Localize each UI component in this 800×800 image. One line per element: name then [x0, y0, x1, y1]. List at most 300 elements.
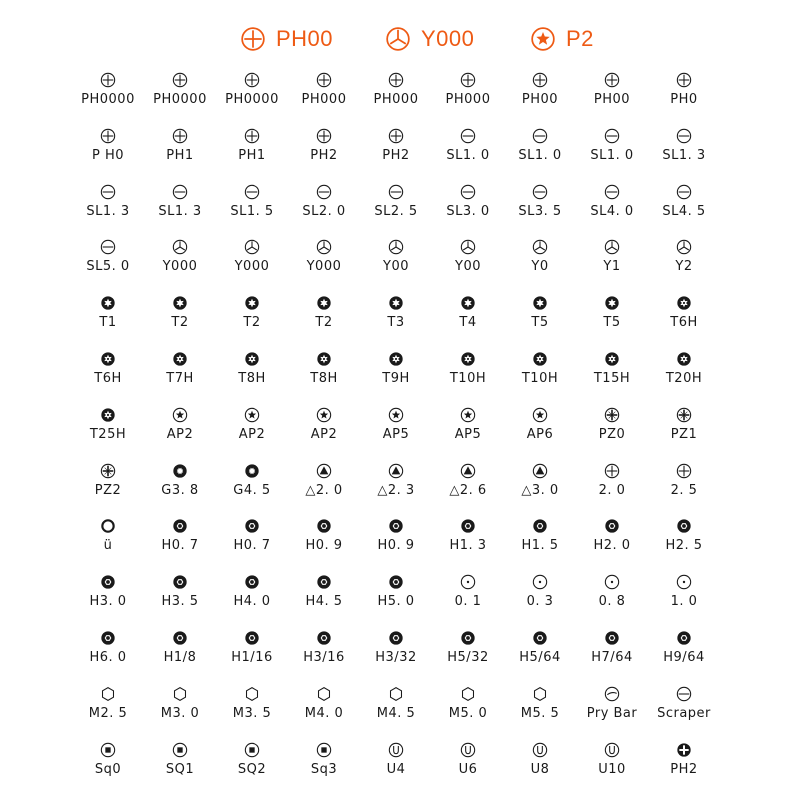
square-icon [244, 742, 260, 758]
hex-icon [244, 518, 260, 534]
bit-label: AP2 [310, 426, 338, 442]
bit-label: H0. 7 [233, 538, 271, 554]
bit-label: T2 [315, 315, 333, 331]
bit-cell [288, 126, 360, 182]
bit-cell [144, 349, 216, 405]
bit-cell [144, 740, 216, 796]
legend-item [385, 26, 474, 52]
bit-label: PH0000 [225, 92, 279, 107]
header-legend [0, 26, 800, 60]
slotted-icon [460, 184, 476, 200]
bit-cell [576, 461, 648, 517]
bit-label: H3. 5 [161, 594, 199, 610]
bit-cell [288, 516, 360, 572]
bit-cell [432, 516, 504, 572]
torx-icon [316, 295, 332, 311]
bit-cell [216, 684, 288, 740]
bit-cell [144, 684, 216, 740]
bit-cell [144, 405, 216, 461]
hex-icon [388, 574, 404, 590]
bit-cell [576, 293, 648, 349]
hex-icon [460, 630, 476, 646]
hex-icon [100, 630, 116, 646]
hex-icon [676, 630, 692, 646]
bit-label: Y2 [675, 259, 693, 275]
slotted-icon [604, 128, 620, 144]
bit-cell [648, 182, 720, 238]
bit-cell [360, 405, 432, 461]
u-icon [604, 742, 620, 758]
bit-label: G3. 8 [161, 482, 199, 498]
hex-outline-icon [244, 686, 260, 702]
bit-label: M2. 5 [88, 705, 128, 721]
bit-cell [288, 740, 360, 796]
bit-label: H0. 9 [305, 538, 343, 554]
torx-security-icon [244, 351, 260, 367]
bit-cell [504, 293, 576, 349]
hex-outline-icon [388, 686, 404, 702]
bit-label: SL1. 0 [446, 147, 490, 163]
bit-cell [216, 293, 288, 349]
bit-cell [648, 516, 720, 572]
bit-label: Sq3 [310, 761, 338, 777]
slotted-icon [532, 128, 548, 144]
slotted-icon [604, 184, 620, 200]
ring-icon [100, 518, 116, 534]
bit-cell [576, 349, 648, 405]
legend-item [240, 26, 333, 52]
bit-cell [504, 628, 576, 684]
bit-label: T2 [171, 315, 189, 331]
slotted-icon [100, 184, 116, 200]
hex-icon [244, 574, 260, 590]
gear-bit-icon [244, 463, 260, 479]
bit-label: H1/8 [163, 650, 197, 665]
bit-label: △2. 3 [377, 482, 415, 498]
torx-icon [604, 295, 620, 311]
bit-cell [360, 237, 432, 293]
hex-icon [172, 574, 188, 590]
bit-cell [72, 349, 144, 405]
bit-cell [216, 349, 288, 405]
bit-cell [432, 684, 504, 740]
bit-cell [576, 70, 648, 126]
bit-label: G4. 5 [233, 482, 271, 498]
bit-label: T6H [670, 315, 698, 331]
bit-cell [72, 628, 144, 684]
bit-label: 2. 5 [670, 482, 698, 498]
bit-label: T1 [99, 315, 117, 331]
bit-cell [72, 126, 144, 182]
legend-label: P2 [566, 26, 594, 51]
torx-security-icon [388, 351, 404, 367]
bit-cell [576, 237, 648, 293]
bit-cell [216, 628, 288, 684]
bit-label: SL5. 0 [86, 259, 130, 275]
bit-label: U6 [458, 761, 478, 777]
phillips-icon [316, 128, 332, 144]
bit-label: H3. 0 [89, 594, 127, 610]
hex-outline-icon [100, 686, 116, 702]
bit-cell [288, 349, 360, 405]
bit-label: AP5 [454, 426, 482, 442]
pentalobe-icon [316, 407, 332, 423]
bit-label: T8H [238, 371, 266, 386]
bit-label: U10 [598, 761, 626, 777]
bit-cell [72, 405, 144, 461]
hex-icon [100, 574, 116, 590]
pentalobe-icon [172, 407, 188, 423]
bit-cell [360, 740, 432, 796]
scraper-icon [676, 686, 692, 702]
bit-cell [216, 126, 288, 182]
bit-cell [288, 572, 360, 628]
bit-cell [648, 461, 720, 517]
bit-cell [216, 461, 288, 517]
bit-label: U4 [386, 761, 406, 777]
bit-label: PH0000 [81, 92, 135, 107]
pry-bar-icon [604, 686, 620, 702]
torx-security-icon [604, 351, 620, 367]
phillips-icon [460, 72, 476, 88]
bit-cell [432, 349, 504, 405]
square-icon [172, 742, 188, 758]
bit-cell [432, 70, 504, 126]
u-icon [532, 742, 548, 758]
u-icon [388, 742, 404, 758]
bit-cell [576, 182, 648, 238]
bit-cell [72, 740, 144, 796]
pentalobe-icon [532, 407, 548, 423]
bit-cell [576, 572, 648, 628]
bit-cell [144, 182, 216, 238]
pozidriv-icon [100, 463, 116, 479]
bit-cell [504, 516, 576, 572]
bit-cell [432, 628, 504, 684]
bit-cell [360, 349, 432, 405]
bit-label: PH000 [301, 92, 347, 107]
bit-cell [216, 405, 288, 461]
bit-label: T8H [310, 371, 338, 386]
torx-icon [532, 295, 548, 311]
bit-cell [648, 293, 720, 349]
bit-cell [504, 349, 576, 405]
bit-label: SL2. 5 [374, 203, 418, 219]
bit-label: M3. 5 [232, 705, 272, 721]
torx-security-icon [172, 351, 188, 367]
bit-cell [72, 572, 144, 628]
dot-icon [460, 574, 476, 590]
torx-icon [244, 295, 260, 311]
bit-cell [360, 628, 432, 684]
triangle-icon [388, 463, 404, 479]
bit-cell [432, 572, 504, 628]
bit-cell [216, 516, 288, 572]
bit-cell [576, 405, 648, 461]
bit-cell [72, 461, 144, 517]
bit-cell [288, 628, 360, 684]
bit-label: Y000 [162, 259, 198, 275]
bit-label: P H0 [91, 147, 125, 163]
bit-cell [216, 182, 288, 238]
torx-security-icon [316, 351, 332, 367]
bit-label: H4. 0 [233, 594, 271, 610]
bit-cell [648, 70, 720, 126]
bit-label: H6. 0 [89, 650, 127, 665]
hex-icon [388, 518, 404, 534]
torx-security-icon [100, 407, 116, 423]
hex-outline-icon [532, 686, 548, 702]
tri-wing-icon [460, 239, 476, 255]
bit-label: H3/16 [303, 650, 345, 665]
bit-cell [504, 461, 576, 517]
u-icon [460, 742, 476, 758]
bit-label: H2. 0 [593, 538, 631, 554]
tri-wing-icon [172, 239, 188, 255]
bit-label: AP2 [166, 426, 194, 442]
bit-label: PH2 [310, 147, 338, 163]
bit-label: PZ2 [94, 482, 122, 498]
bit-label: H2. 5 [665, 538, 703, 554]
bit-label: M4. 5 [376, 705, 416, 721]
bit-label: ü [103, 538, 113, 554]
bit-label: H9/64 [663, 650, 705, 665]
bit-cell [360, 516, 432, 572]
slotted-icon [532, 184, 548, 200]
slotted-icon [460, 128, 476, 144]
bit-cell [504, 126, 576, 182]
bit-cell [432, 740, 504, 796]
hex-icon [316, 518, 332, 534]
tri-wing-icon [244, 239, 260, 255]
hex-icon [172, 630, 188, 646]
cross-icon [604, 463, 620, 479]
bit-label: PZ1 [670, 426, 698, 442]
bit-label: SL2. 0 [302, 203, 346, 219]
bit-label: Y1 [603, 259, 621, 275]
bit-cell [504, 182, 576, 238]
bit-label: H0. 9 [377, 538, 415, 554]
bit-cell [144, 237, 216, 293]
triangle-icon [532, 463, 548, 479]
bit-cell [504, 405, 576, 461]
bit-cell [360, 572, 432, 628]
bit-label: PH000 [373, 92, 419, 107]
bit-label: T20H [665, 371, 703, 386]
bit-cell [144, 70, 216, 126]
bit-cell [576, 628, 648, 684]
slotted-icon [100, 239, 116, 255]
bit-cell [576, 684, 648, 740]
bit-label: M5. 0 [448, 705, 488, 721]
legend-label: PH00 [276, 26, 334, 51]
pentalobe-icon [530, 26, 556, 52]
bit-cell [648, 740, 720, 796]
bit-cell [72, 516, 144, 572]
bit-label: U8 [530, 761, 550, 777]
dot-icon [604, 574, 620, 590]
bit-label: PH00 [521, 92, 559, 107]
bit-cell [576, 516, 648, 572]
bit-label: M4. 0 [304, 705, 344, 721]
bit-label: Y000 [234, 259, 270, 275]
bit-cell [648, 572, 720, 628]
bit-cell [216, 70, 288, 126]
bit-label: T4 [459, 315, 477, 331]
bit-cell [288, 684, 360, 740]
bit-cell [432, 126, 504, 182]
slotted-icon [388, 184, 404, 200]
pozidriv-icon [604, 407, 620, 423]
phillips-icon [532, 72, 548, 88]
torx-security-icon [676, 351, 692, 367]
triangle-icon [460, 463, 476, 479]
cross-icon [676, 463, 692, 479]
bit-cell [72, 293, 144, 349]
bit-cell [432, 405, 504, 461]
bit-label: H1. 3 [449, 538, 487, 554]
bit-label: H5/32 [447, 650, 489, 665]
bit-label: Y00 [383, 259, 409, 275]
bit-cell [576, 740, 648, 796]
bit-cell [432, 237, 504, 293]
bit-label: T3 [387, 315, 405, 331]
phillips-icon [100, 72, 116, 88]
bit-label: PH2 [670, 761, 698, 777]
bit-cell [144, 572, 216, 628]
bit-cell [288, 237, 360, 293]
bit-cell [432, 182, 504, 238]
gear-bit-icon [172, 463, 188, 479]
tri-wing-icon [604, 239, 620, 255]
bit-cell [144, 516, 216, 572]
square-icon [100, 742, 116, 758]
bit-label: SL1. 3 [158, 203, 202, 219]
bit-grid [72, 70, 792, 790]
bit-label: PH000 [445, 92, 491, 107]
bit-label: SL3. 0 [446, 203, 490, 219]
bit-cell [504, 684, 576, 740]
bit-label: Sq0 [94, 761, 122, 777]
bit-label: AP2 [238, 426, 266, 442]
bit-cell [432, 293, 504, 349]
bit-label: T5 [531, 315, 549, 331]
phillips-icon [240, 26, 266, 52]
bit-label: PH0000 [153, 92, 207, 107]
bit-label: T2 [243, 315, 261, 331]
bit-label: SL1. 5 [230, 203, 274, 219]
bit-label: H4. 5 [305, 594, 343, 610]
bit-cell [432, 461, 504, 517]
bit-label: PH1 [238, 147, 266, 163]
bit-label: H1/16 [231, 650, 273, 665]
hex-outline-icon [316, 686, 332, 702]
hex-icon [532, 518, 548, 534]
phillips-icon [244, 128, 260, 144]
bit-label: H5. 0 [377, 594, 415, 610]
bit-label: H3/32 [375, 650, 417, 665]
pozidriv-icon [676, 407, 692, 423]
phillips-icon [316, 72, 332, 88]
tri-wing-icon [388, 239, 404, 255]
bit-cell [648, 349, 720, 405]
hex-icon [316, 630, 332, 646]
hex-outline-icon [172, 686, 188, 702]
hex-icon [460, 518, 476, 534]
bit-cell [360, 684, 432, 740]
bit-label: PH0 [670, 92, 698, 107]
phillips-icon [244, 72, 260, 88]
phillips-icon [172, 128, 188, 144]
bit-label: SQ2 [237, 761, 267, 777]
bit-label: T6H [94, 371, 122, 386]
bit-cell [72, 237, 144, 293]
bit-label: △3. 0 [521, 482, 559, 498]
bit-label: PH2 [382, 147, 410, 163]
square-icon [316, 742, 332, 758]
bit-label: M3. 0 [160, 705, 200, 721]
bit-cell [360, 182, 432, 238]
bit-cell [648, 684, 720, 740]
bit-label: Scraper [657, 705, 711, 721]
torx-icon [460, 295, 476, 311]
bit-label: SL1. 0 [590, 147, 634, 163]
hex-icon [388, 630, 404, 646]
bit-label: SL1. 3 [662, 147, 706, 163]
bit-label: △2. 0 [305, 482, 343, 498]
bit-label: H0. 7 [161, 538, 199, 554]
bit-cell [504, 572, 576, 628]
bit-label: T10H [521, 371, 559, 386]
slotted-icon [676, 184, 692, 200]
hex-outline-icon [460, 686, 476, 702]
torx-icon [388, 295, 404, 311]
bit-label: T7H [166, 371, 194, 386]
bit-label: SL4. 5 [662, 203, 706, 219]
bit-cell [216, 572, 288, 628]
bit-cell [360, 126, 432, 182]
tri-wing-icon [316, 239, 332, 255]
tri-wing-icon [532, 239, 548, 255]
hex-icon [676, 518, 692, 534]
legend-item [530, 26, 594, 52]
torx-security-icon [676, 295, 692, 311]
bit-label: SL4. 0 [590, 203, 634, 219]
phillips-icon [100, 128, 116, 144]
hex-icon [316, 574, 332, 590]
hex-icon [244, 630, 260, 646]
bit-label: 1. 0 [670, 594, 698, 610]
bit-cell [144, 126, 216, 182]
torx-security-icon [100, 351, 116, 367]
bit-label: SL1. 3 [86, 203, 130, 219]
bit-cell [216, 237, 288, 293]
bit-cell [360, 461, 432, 517]
bit-cell [504, 70, 576, 126]
phillips-solid-icon [676, 742, 692, 758]
bit-cell [72, 182, 144, 238]
bit-label: T10H [449, 371, 487, 386]
legend-label: Y000 [421, 26, 475, 51]
tri-wing-icon [385, 26, 411, 52]
bit-cell [72, 684, 144, 740]
bit-label: T5 [603, 315, 621, 331]
pentalobe-icon [244, 407, 260, 423]
bit-label: Y000 [306, 259, 342, 275]
bit-cell [648, 126, 720, 182]
bit-cell [360, 70, 432, 126]
bit-cell [504, 740, 576, 796]
